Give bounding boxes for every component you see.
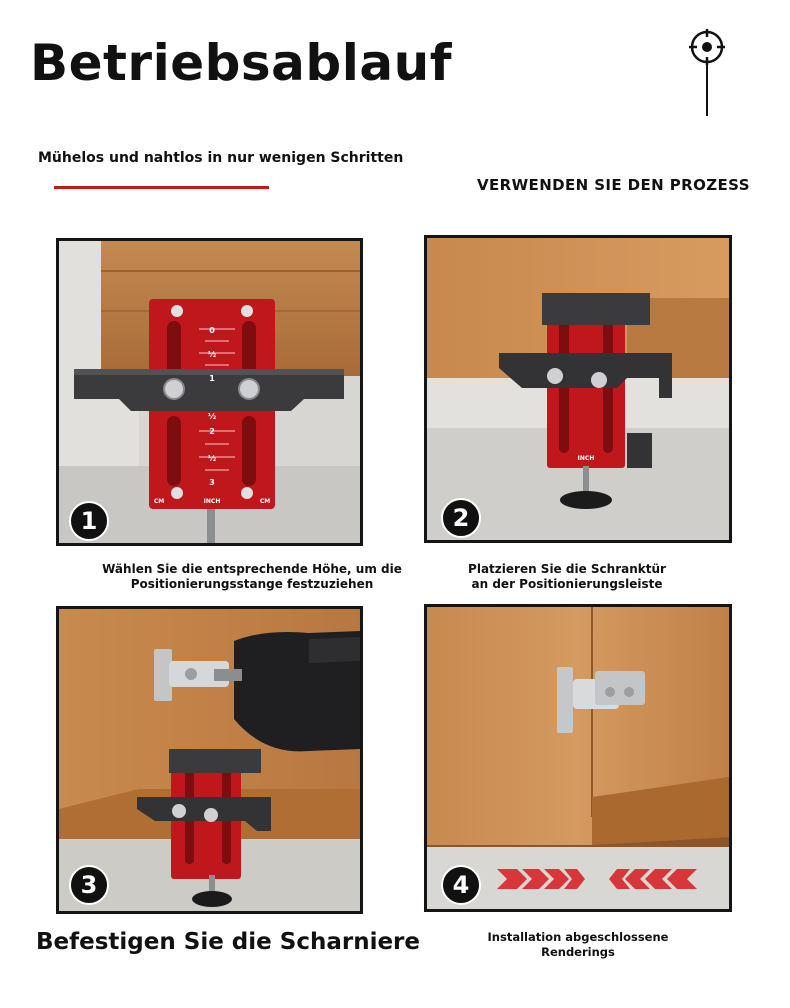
step-number-badge: 2 bbox=[441, 498, 481, 538]
jig-mark: INCH bbox=[203, 498, 221, 505]
jig-mark: CM bbox=[259, 498, 271, 505]
accent-underline bbox=[54, 186, 269, 189]
jig-mark: 1 bbox=[209, 374, 215, 383]
jig-mark: ½ bbox=[207, 412, 217, 421]
step-1-caption: Wählen Sie die entsprechende Höhe, um die Positionierungsstange festzuziehen bbox=[102, 562, 402, 591]
subtitle: Mühelos und nahtlos in nur wenigen Schritten bbox=[38, 150, 404, 166]
crosshair-icon bbox=[688, 28, 728, 118]
jig-mark: 2 bbox=[209, 427, 215, 436]
jig-mark: ½ bbox=[207, 454, 217, 463]
jig-mark: INCH bbox=[577, 455, 595, 462]
step-4-caption: Installation abgeschlossene Renderings bbox=[487, 930, 669, 959]
step-2-caption: Platzieren Sie die Schranktür an der Positionierungsleiste bbox=[468, 562, 666, 591]
step-3-caption: Befestigen Sie die Scharniere bbox=[36, 929, 420, 955]
step-2-image bbox=[424, 235, 732, 543]
step-number-badge: 3 bbox=[69, 865, 109, 905]
step-number-badge: 4 bbox=[441, 865, 481, 905]
step-4-image bbox=[424, 604, 732, 912]
process-label: VERWENDEN SIE DEN PROZESS bbox=[477, 176, 750, 194]
jig-mark: 3 bbox=[209, 478, 215, 487]
jig-mark: 0 bbox=[209, 326, 215, 335]
jig-mark: ½ bbox=[207, 350, 217, 359]
step-1-image bbox=[56, 238, 363, 546]
step-3-image bbox=[56, 606, 363, 914]
page-title: Betriebsablauf bbox=[30, 34, 452, 92]
step-number-badge: 1 bbox=[69, 501, 109, 541]
jig-mark: CM bbox=[153, 498, 165, 505]
